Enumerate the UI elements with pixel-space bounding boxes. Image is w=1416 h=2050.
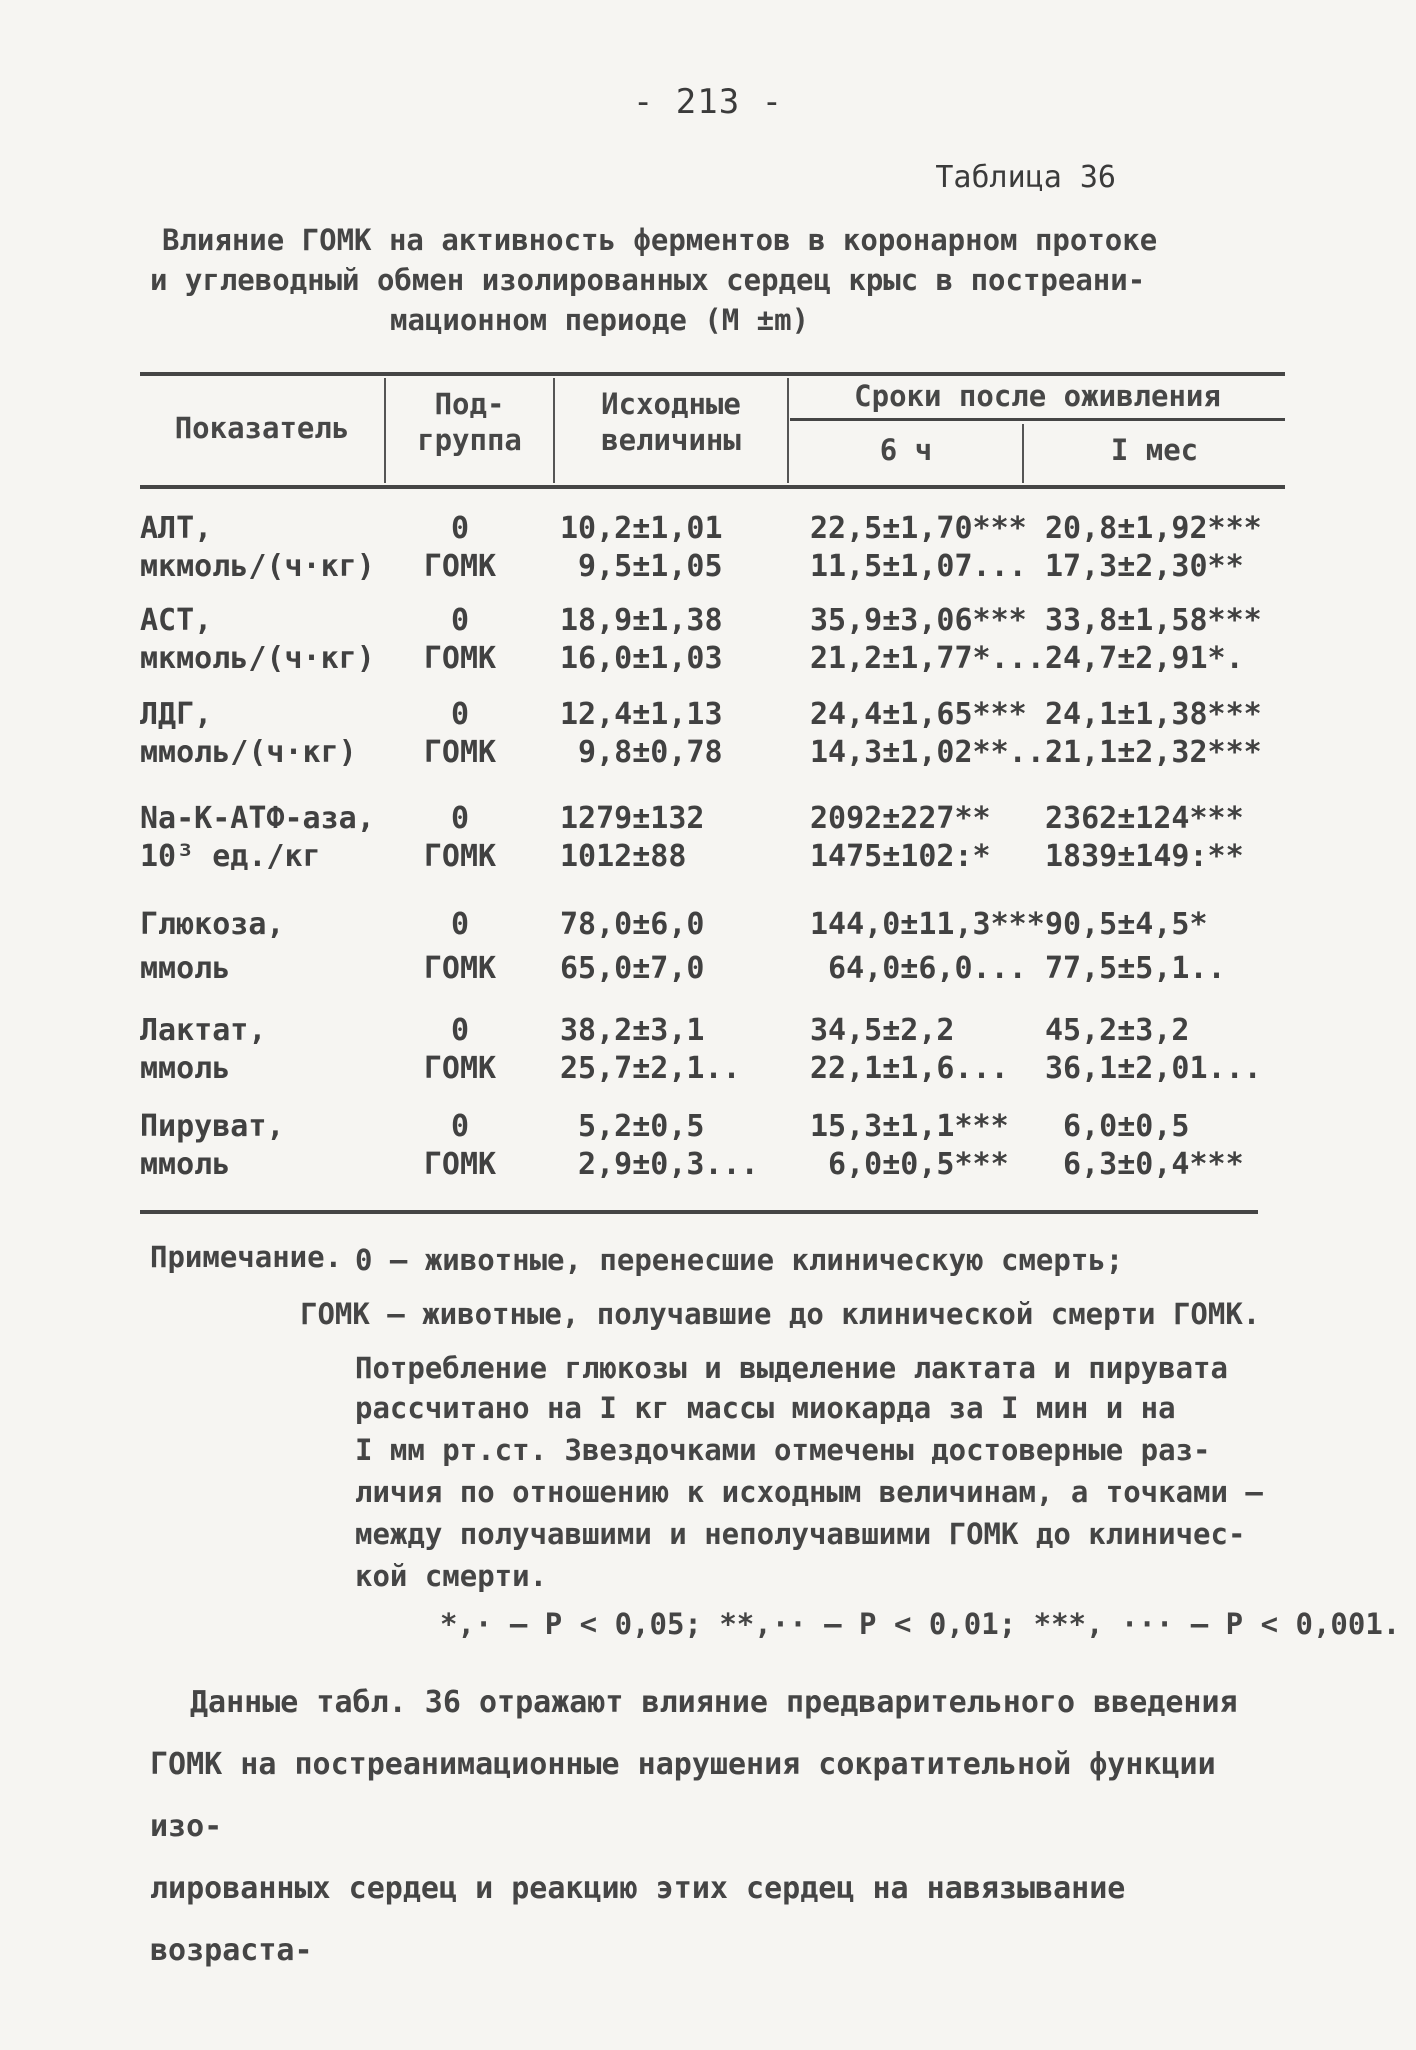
caption-line: и углеводный обмен изолированных сердец крыс в постреани- [150, 263, 1146, 297]
baseline-gomk: 9,5±1,05 [560, 549, 723, 584]
note-line: 0 – животные, перенесшие клиническую смерть; [355, 1243, 1124, 1277]
m1-gomk: 77,5±5,1.. [1045, 951, 1226, 986]
m1-gomk: 24,7±2,91*. [1045, 641, 1244, 676]
h6-gomk: 64,0±6,0... [810, 951, 1027, 986]
baseline-gomk: 1012±88 [560, 839, 687, 874]
header-bottom-rule [140, 485, 1285, 489]
indicator-unit: ммоль [140, 1051, 231, 1086]
h6-control: 22,5±1,70*** [810, 511, 1027, 546]
indicator-name: АСТ, [140, 603, 213, 638]
baseline-gomk: 65,0±7,0 [560, 951, 705, 986]
baseline-control: 18,9±1,38 [560, 603, 723, 638]
h6-gomk: 14,3±1,02**... [810, 735, 1063, 770]
subgroup-gomk: ГОМК [423, 735, 497, 770]
caption-line: Влияние ГОМК на активность ферментов в коронарном протоке [162, 223, 1158, 257]
indicator-unit: мкмоль/(ч·кг) [140, 549, 375, 584]
note-line: кой смерти. [355, 1559, 548, 1593]
body-line: лированных сердец и реакцию этих сердец на навязывание возраста- [150, 1871, 1126, 1968]
baseline-gomk: 25,7±2,1.. [560, 1051, 741, 1086]
significance-legend: *,· – P < 0,05; **,·· – P < 0,01; ***, ··· – P < 0,001. [440, 1607, 1401, 1641]
h6-gomk: 22,1±1,6... [810, 1051, 1009, 1086]
baseline-control: 10,2±1,01 [560, 511, 723, 546]
baseline-gomk: 16,0±1,03 [560, 641, 723, 676]
m1-gomk: 6,3±0,4*** [1045, 1147, 1244, 1182]
subgroup-control: 0 [450, 801, 470, 836]
body-line: ГОМК на постреанимационные нарушения сократительной функции изо- [150, 1747, 1216, 1844]
table-caption [150, 220, 1270, 340]
m1-control: 33,8±1,58*** [1045, 603, 1262, 638]
note-title: Примечание. [150, 1240, 343, 1274]
m1-control: 24,1±1,38*** [1045, 697, 1262, 732]
m1-control: 90,5±4,5* [1045, 907, 1208, 942]
indicator-name: Глюкоза, [140, 907, 285, 942]
note-line: между получавшими и неполучавшими ГОМК до клиничес- [355, 1517, 1246, 1551]
header-subgroup: Под- группа [417, 387, 522, 457]
caption-line: мационном периоде (M ±m) [390, 303, 810, 337]
h6-gomk: 6,0±0,5*** [810, 1147, 1009, 1182]
m1-control: 45,2±3,2 [1045, 1013, 1190, 1048]
body-paragraph [150, 1672, 1300, 1982]
m1-gomk: 1839±149:** [1045, 839, 1244, 874]
subgroup-control: 0 [450, 907, 470, 942]
indicator-unit: ммоль [140, 1147, 231, 1182]
m1-control: 20,8±1,92*** [1045, 511, 1262, 546]
h6-control: 15,3±1,1*** [810, 1109, 1009, 1144]
subgroup-gomk: ГОМК [423, 839, 497, 874]
note-line: рассчитано на I кг массы миокарда за I мин и на [355, 1391, 1176, 1425]
indicator-unit: ммоль/(ч·кг) [140, 735, 357, 770]
m1-gomk: 17,3±2,30** [1045, 549, 1244, 584]
body-line: Данные табл. 36 отражают влияние предварительного введения [190, 1685, 1238, 1720]
subgroup-control: 0 [450, 1109, 470, 1144]
baseline-control: 78,0±6,0 [560, 907, 705, 942]
indicator-name: Na-K-АТФ-аза, [140, 801, 375, 836]
subgroup-gomk: ГОМК [423, 1051, 497, 1086]
indicator-unit: ммоль [140, 951, 231, 986]
h6-control: 24,4±1,65*** [810, 697, 1027, 732]
subgroup-gomk: ГОМК [423, 549, 497, 584]
h6-control: 34,5±2,2 [810, 1013, 955, 1048]
h6-control: 2092±227** [810, 801, 991, 836]
h6-gomk: 11,5±1,07... [810, 549, 1027, 584]
indicator-name: Лактат, [140, 1013, 267, 1048]
m1-control: 2362±124*** [1045, 801, 1244, 836]
baseline-control: 12,4±1,13 [560, 697, 723, 732]
m1-gomk: 36,1±2,01... [1045, 1051, 1262, 1086]
header-baseline: Исходные величины [601, 387, 741, 457]
h6-control: 144,0±11,3*** [810, 907, 1045, 942]
m1-control: 6,0±0,5 [1045, 1109, 1190, 1144]
periods-underline [790, 418, 1285, 421]
indicator-unit: мкмоль/(ч·кг) [140, 641, 375, 676]
indicator-unit: 10³ ед./кг [140, 839, 321, 874]
subgroup-gomk: ГОМК [423, 951, 497, 986]
header-indicator: Показатель [174, 411, 350, 445]
subgroup-gomk: ГОМК [423, 641, 497, 676]
h6-control: 35,9±3,06*** [810, 603, 1027, 638]
header-1month: I мес [1110, 433, 1199, 467]
subgroup-control: 0 [450, 1013, 470, 1048]
table-label: Таблица 36 [935, 160, 1116, 195]
page-number: - 213 - [632, 82, 784, 122]
subgroup-control: 0 [450, 697, 470, 732]
baseline-gomk: 2,9±0,3... [560, 1147, 759, 1182]
header-6h: 6 ч [879, 433, 933, 467]
col-divider [787, 378, 789, 483]
baseline-control: 38,2±3,1 [560, 1013, 705, 1048]
baseline-control: 5,2±0,5 [560, 1109, 705, 1144]
table-bottom-rule [140, 1210, 1258, 1214]
subgroup-control: 0 [450, 603, 470, 638]
note-line: Потребление глюкозы и выделение лактата и пирувата [355, 1351, 1228, 1385]
header-periods: Сроки после оживления [854, 379, 1221, 413]
baseline-gomk: 9,8±0,78 [560, 735, 723, 770]
note-line: ГОМК – животные, получавшие до клинической смерти ГОМК. [300, 1297, 1261, 1331]
table-top-rule [140, 372, 1285, 376]
m1-gomk: 21,1±2,32*** [1045, 735, 1262, 770]
indicator-name: АЛТ, [140, 511, 213, 546]
baseline-control: 1279±132 [560, 801, 705, 836]
h6-gomk: 21,2±1,77*... [810, 641, 1045, 676]
indicator-name: Пируват, [140, 1109, 285, 1144]
subgroup-control: 0 [450, 511, 470, 546]
indicator-name: ЛДГ, [140, 697, 213, 732]
h6-gomk: 1475±102:* [810, 839, 991, 874]
note-line: личия по отношению к исходным величинам, а точками – [355, 1475, 1263, 1509]
note-line: I мм рт.ст. Звездочками отмечены достоверные раз- [355, 1433, 1211, 1467]
subgroup-gomk: ГОМК [423, 1147, 497, 1182]
